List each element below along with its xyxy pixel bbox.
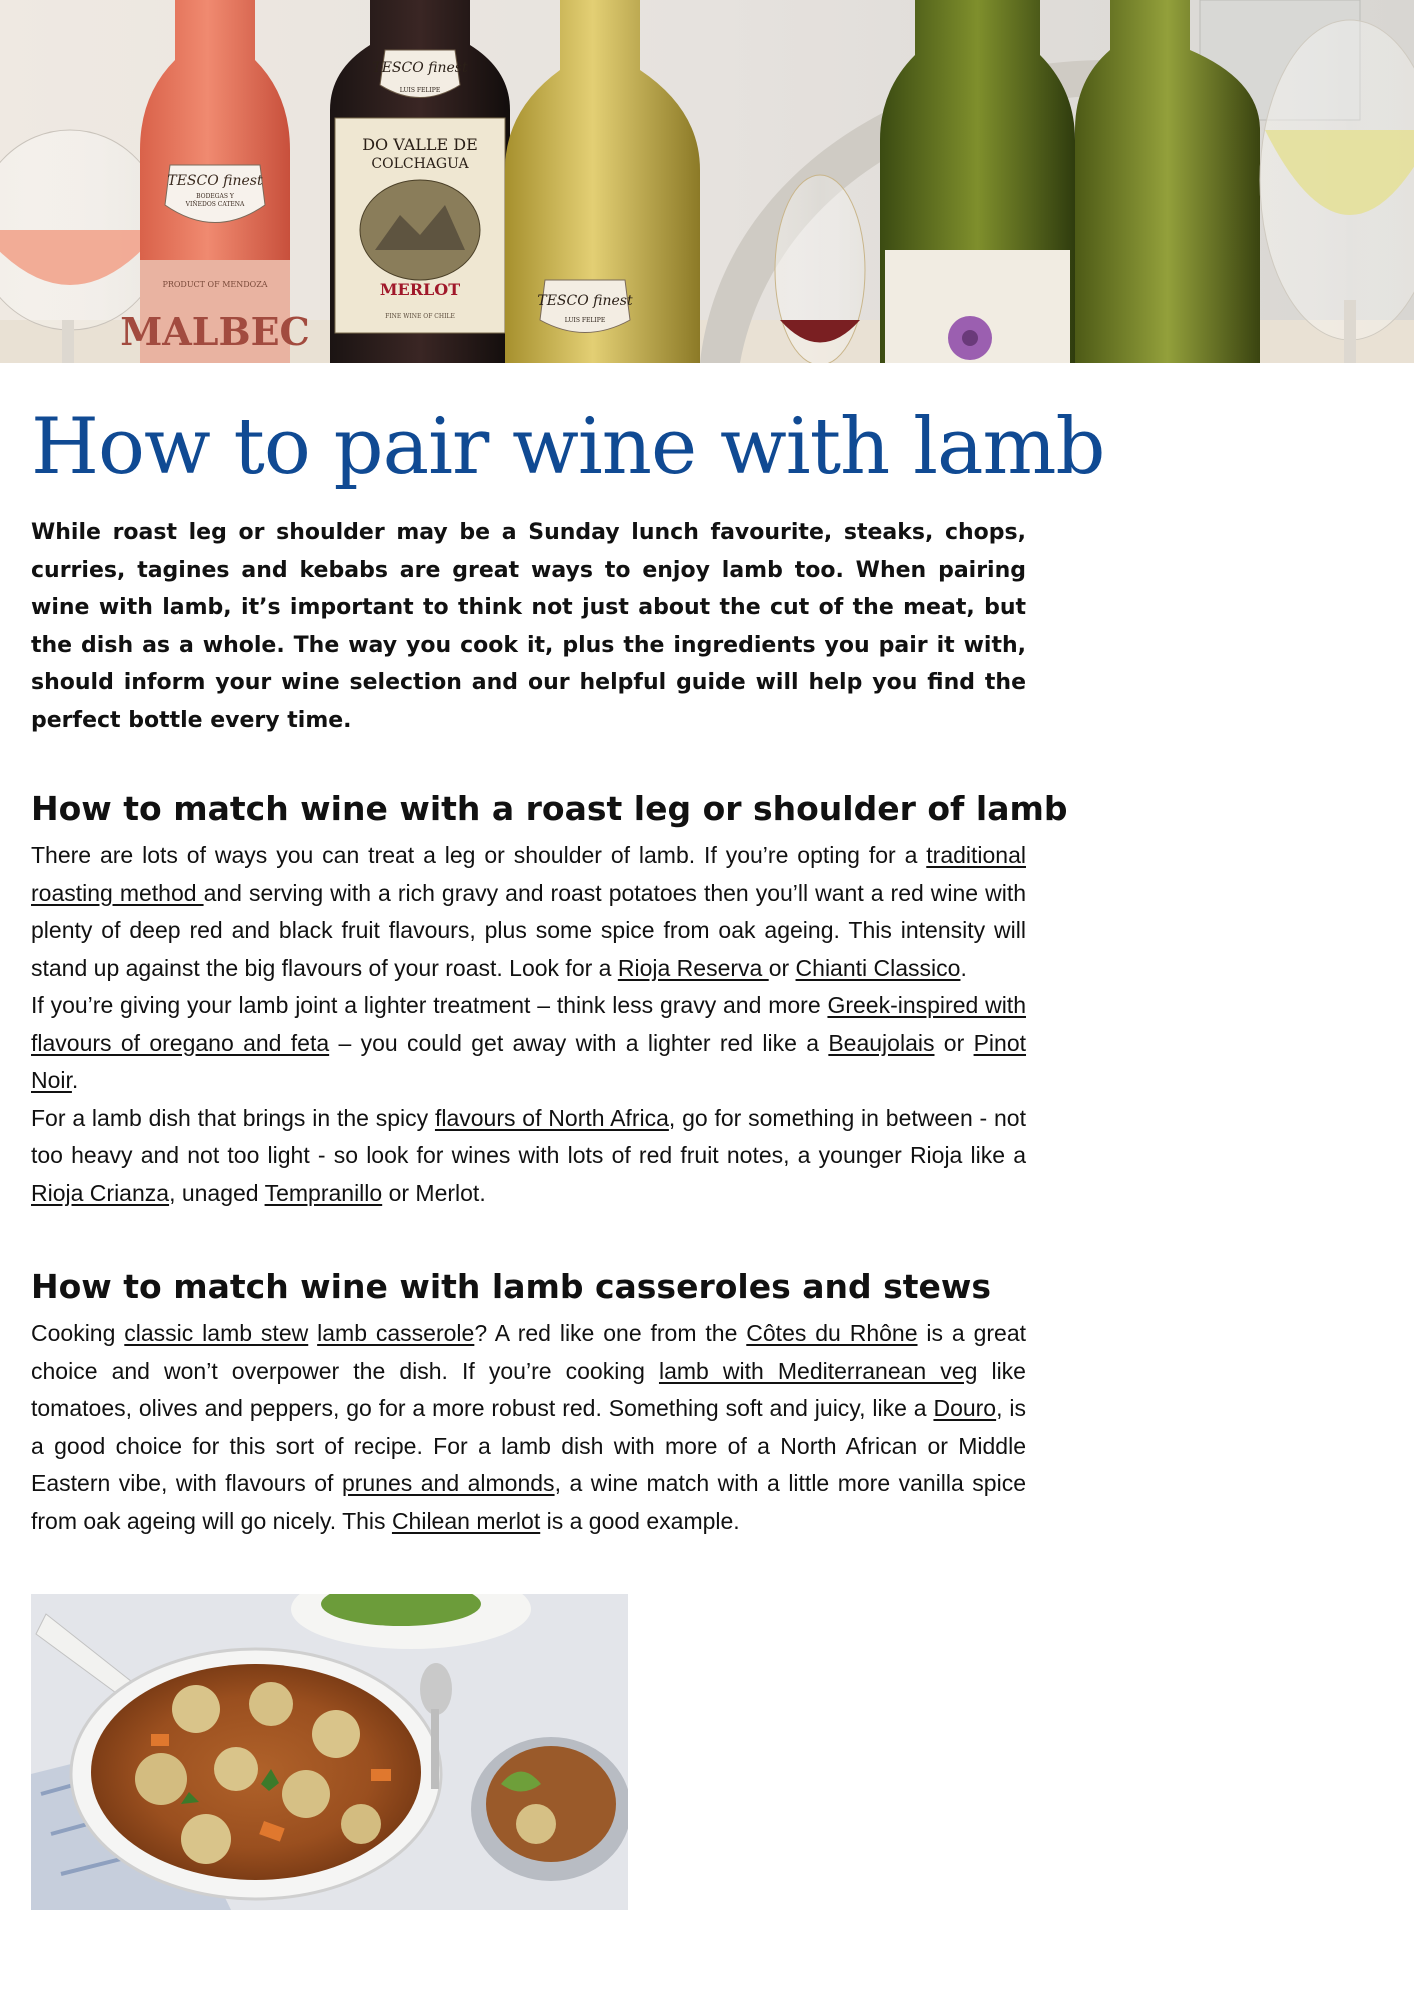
svg-text:TESCO finest: TESCO finest [167,173,263,189]
svg-text:TESCO finest: TESCO finest [537,293,633,309]
intro-paragraph: While roast leg or shoulder may be a Sunday lunch favourite, steaks, chops, curries, tagines and kebabs are great ways to enjoy lamb too. When pairing wine with lamb, it’s important to think not just about the cut of the meat, but the dish as a whole. The way you cook it, plus the ingredients you pair it with, should inform your wine selection and our helpful guide will help you find the perfect bottle every time. [31,520,1026,733]
link-greek-inspired-lamb[interactable]: Greek-inspired with flavours of oregano and feta [31,992,1026,1056]
svg-text:VIÑEDOS CATENA: VIÑEDOS CATENA [185,201,245,208]
link-traditional-roasting-method[interactable]: traditional roasting method [31,842,1026,906]
article [31,388,1105,1540]
svg-text:MALBEC: MALBEC [120,309,310,354]
link-flavours-of-north-africa[interactable]: flavours of North Africa [434,1104,669,1131]
link-lamb-casserole[interactable]: lamb casserole [317,1320,475,1346]
svg-text:DO VALLE DE: DO VALLE DE [362,135,478,154]
svg-text:TESCO finest: TESCO finest [372,60,468,76]
hero-wine-bottles-image [0,0,1414,363]
link-prunes-and-almonds[interactable]: prunes and almonds [341,1470,555,1496]
stew-paragraph: Cooking classic lamb stew lamb casserole? A red like one from the Côtes du Rhône is a great choice and won’t overpower the dish. If you’re cooking lamb with Mediterranean veg like tomatoes, olives and peppers, go for a more robust red. Something soft and juicy, like a Douro, is a good choice for this sort of recipe. For a lamb dish with more of a North African or Middle Eastern vibe, with flavours of prunes and almonds, a wine match with a little more vanilla spice from oak ageing will go nicely. This Chilean merlot is a good example. [31,1320,1027,1534]
link-classic-lamb-stew[interactable]: classic lamb stew [124,1320,309,1346]
svg-text:MERLOT: MERLOT [379,280,461,299]
link-pinot-noir[interactable]: Pinot Noir [31,1029,1027,1093]
link-tempranillo[interactable]: Tempranillo [264,1179,383,1206]
link-rioja-reserva[interactable]: Rioja Reserva [617,954,769,981]
roast-paragraph-2: If you’re giving your lamb joint a lighter treatment – think less gravy and more Greek-inspired with flavours of oregano and feta – you could get away with a lighter red like a Beaujolais or Pinot Noir. [31,992,1027,1093]
merlot-bottle [330,0,510,363]
roast-paragraph-1: There are lots of ways you can treat a leg or shoulder of lamb. If you’re opting for a traditional roasting method and serving with a rich gravy and roast potatoes then you’ll want a red wine with plenty of deep red and black fruit flavours, plus some spice from oak ageing. This intensity will stand up against the big flavours of your roast. Look for a Rioja Reserva or Chianti Classico. [31,842,1027,981]
svg-text:LUIS FELIPE: LUIS FELIPE [399,87,441,94]
heading-roast-lamb: How to match wine with a roast leg or shoulder of lamb [31,789,1068,828]
link-chianti-classico[interactable]: Chianti Classico [795,954,961,981]
link-chilean-merlot[interactable]: Chilean merlot [391,1507,541,1534]
link-beaujolais[interactable]: Beaujolais [828,1029,935,1056]
svg-text:PRODUCT OF MENDOZA: PRODUCT OF MENDOZA [162,280,268,289]
link-douro[interactable]: Douro [933,1395,997,1421]
svg-text:BODEGAS Y: BODEGAS Y [196,193,234,200]
lamb-stew-image [31,1594,628,1910]
roast-paragraph-3: For a lamb dish that brings in the spicy flavours of North Africa, go for something in between - not too heavy and not too light - so look for wines with lots of red fruit notes, a younger Rioja like a Rioja Crianza, unaged Tempranillo or Merlot. [31,1104,1026,1206]
page-title: How to pair wine with lamb [31,402,1105,492]
svg-text:FINE WINE OF CHILE: FINE WINE OF CHILE [385,313,455,320]
link-rioja-crianza[interactable]: Rioja Crianza [31,1179,170,1206]
svg-text:LUIS FELIPE: LUIS FELIPE [564,317,606,324]
svg-text:COLCHAGUA: COLCHAGUA [371,156,469,172]
link-lamb-with-mediterranean-veg[interactable]: lamb with Mediterranean veg [658,1357,978,1384]
link-cotes-du-rhone[interactable]: Côtes du Rhône [746,1320,918,1346]
heading-lamb-casseroles: How to match wine with lamb casseroles and stews [31,1267,992,1306]
